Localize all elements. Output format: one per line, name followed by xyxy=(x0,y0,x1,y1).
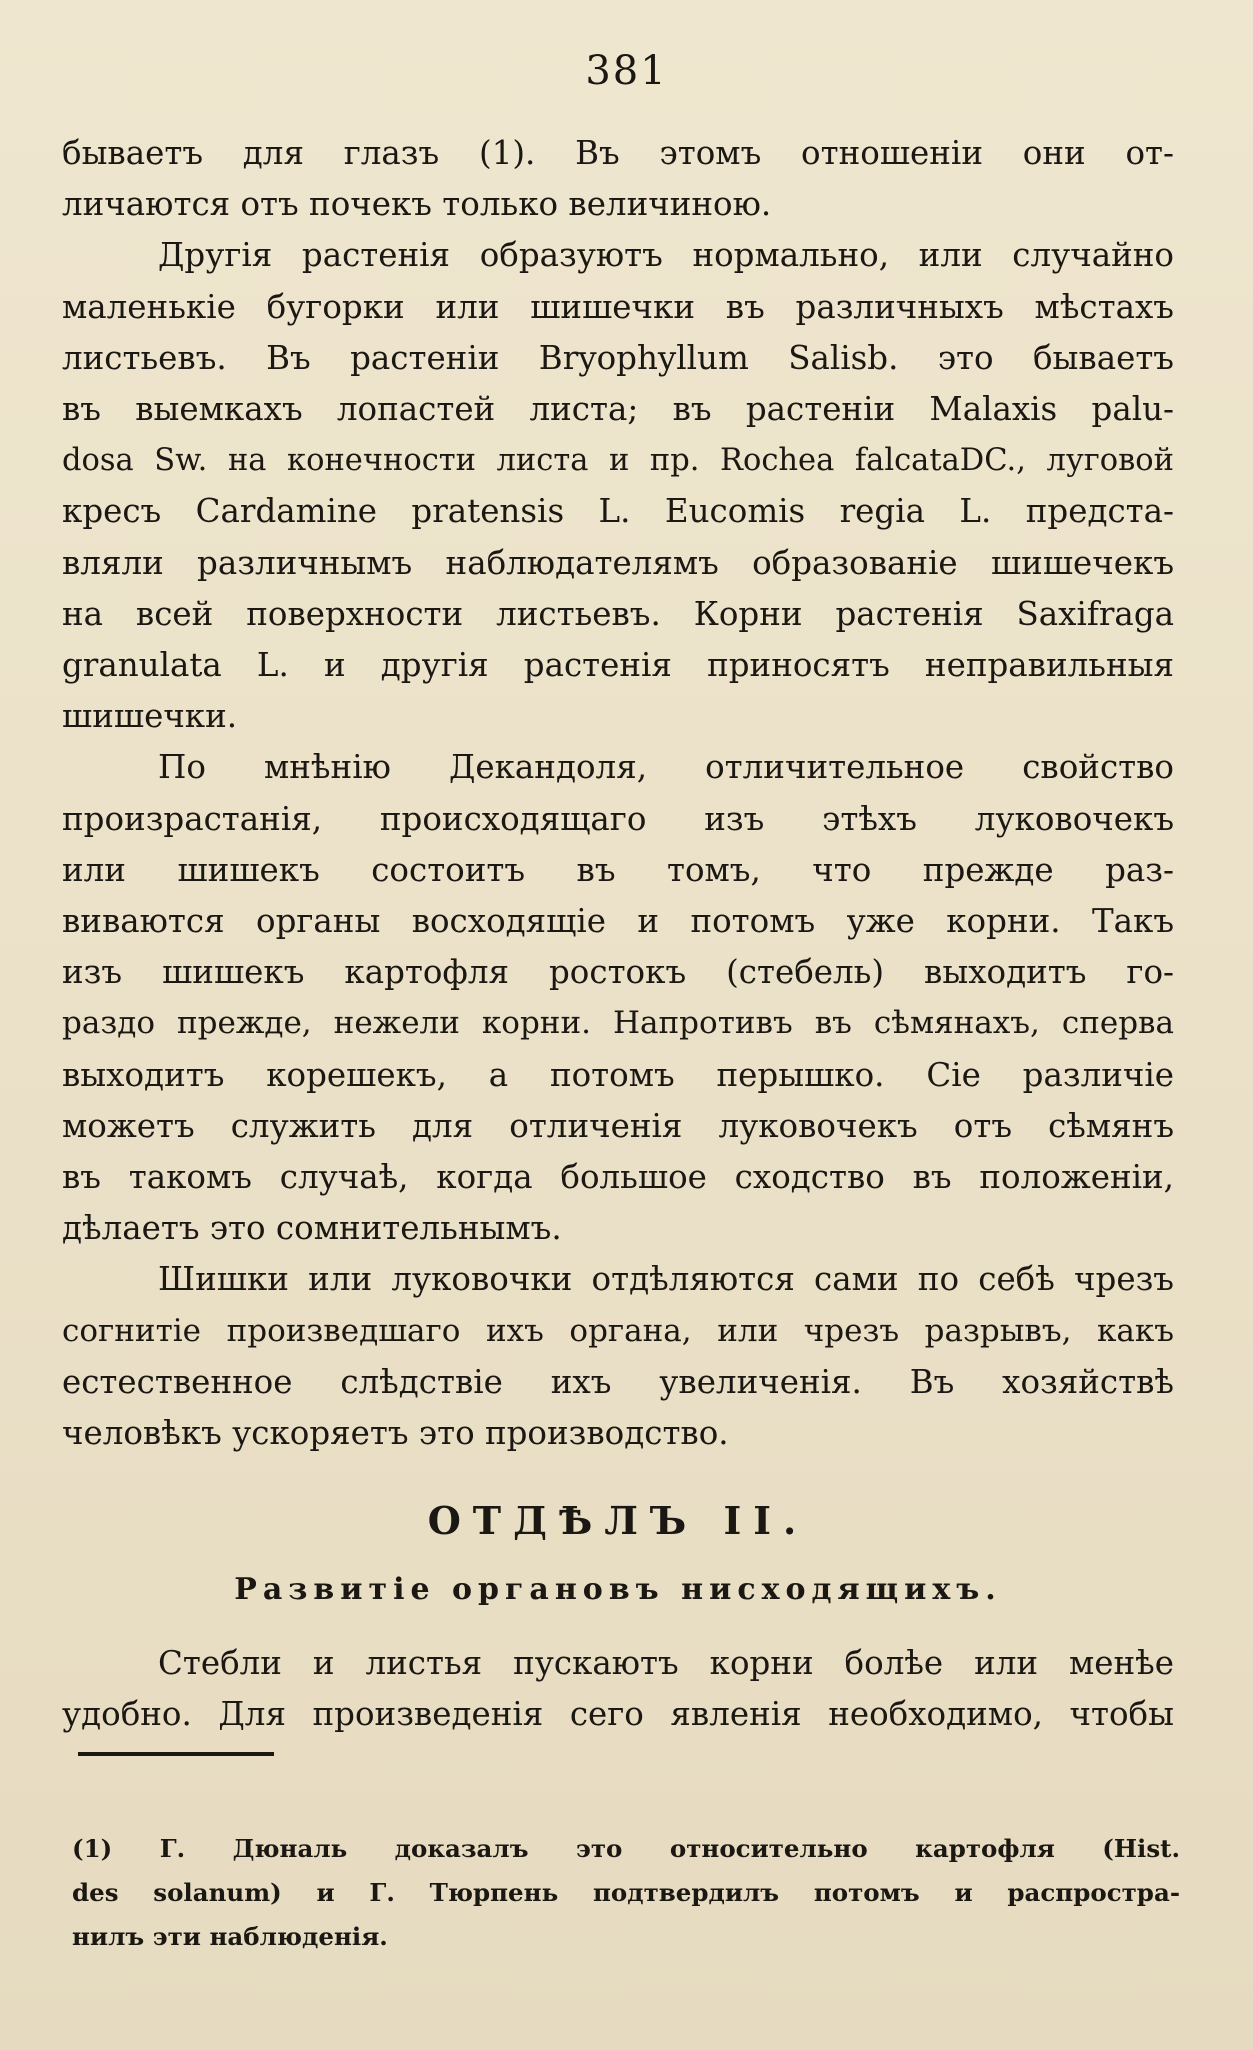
text-line: удобно. Для произведенія сего явленія необходимо, чтобы xyxy=(62,1694,1174,1733)
section-heading: ОТДѢЛЪ II. xyxy=(427,1498,809,1544)
text-line: По мнѣнію Декандоля, отличительное свойство xyxy=(158,748,1174,787)
paragraph-4 xyxy=(62,1254,1174,1459)
text-line: личаются отъ почекъ только величиною. xyxy=(62,185,772,224)
footnote-line: нилъ эти наблюденія. xyxy=(72,1922,388,1951)
text-line: вляли различнымъ наблюдателямъ образованіе шишечекъ xyxy=(62,543,1174,582)
text-line: виваются органы восходящіе и потомъ уже корни. Такъ xyxy=(62,902,1174,941)
paragraph-5 xyxy=(62,1638,1174,1740)
paragraph-1 xyxy=(62,128,1174,230)
text-line: или шишекъ состоитъ въ томъ, что прежде раз- xyxy=(62,850,1174,889)
footnote-line: des solanum) и Г. Тюрпень подтвердилъ потомъ и распростра- xyxy=(72,1878,1180,1907)
text-line: раздо прежде, нежели корни. Напротивъ въ сѣмянахъ, сперва xyxy=(62,1005,1174,1042)
page-number: 381 xyxy=(585,48,668,94)
text-line: произрастанія, происходящаго изъ этѣхъ луковочекъ xyxy=(62,799,1174,838)
text-line: человѣкъ ускоряетъ это производство. xyxy=(62,1414,729,1453)
text-line: кресъ Cardamine pratensis L. Eucomis regia L. предста- xyxy=(62,492,1174,531)
text-line: дѣлаетъ это сомнительнымъ. xyxy=(62,1209,562,1248)
text-line: Другія растенія образуютъ нормально, или случайно xyxy=(158,236,1174,275)
footnote-line: (1) Г. Дюналь доказалъ это относительно картофля (Hist. xyxy=(72,1834,1180,1863)
text-line: на всей поверхности листьевъ. Корни растенія Saxifraga xyxy=(62,594,1174,633)
text-line: Стебли и листья пускаютъ корни болѣе или менѣе xyxy=(158,1643,1174,1682)
body-text xyxy=(62,128,1174,1740)
text-line: маленькіе бугорки или шишечки въ различныхъ мѣстахъ xyxy=(62,287,1174,326)
text-line: granulata L. и другія растенія приносятъ неправильныя xyxy=(62,646,1174,685)
section-subheading: Развитіе органовъ нисходящихъ. xyxy=(234,1572,1002,1608)
text-line: шишечки. xyxy=(62,697,238,736)
text-line: изъ шишекъ картофля ростокъ (стебель) выходитъ го- xyxy=(62,953,1174,992)
text-line: согнитіе произведшаго ихъ органа, или чрезъ разрывъ, какъ xyxy=(62,1312,1174,1349)
text-line: естественное слѣдствіе ихъ увеличенія. Въ хозяйствѣ xyxy=(62,1362,1174,1401)
paragraph-3 xyxy=(62,742,1174,1254)
paragraph-2 xyxy=(62,230,1174,742)
text-line: можетъ служить для отличенія луковочекъ отъ сѣмянъ xyxy=(62,1106,1174,1145)
text-line: въ выемкахъ лопастей листа; въ растеніи Malaxis palu- xyxy=(62,390,1174,429)
text-line: листьевъ. Въ растеніи Bryophyllum Salisb. это бываетъ xyxy=(62,338,1174,377)
footnote xyxy=(72,1827,1180,1959)
footnote-divider xyxy=(78,1752,274,1756)
text-line: бываетъ для глазъ (1). Въ этомъ отношеніи они от- xyxy=(62,134,1174,172)
text-line: въ такомъ случаѣ, когда большое сходство въ положеніи, xyxy=(62,1158,1174,1197)
text-line: выходитъ корешекъ, а потомъ перышко. Сіе различіе xyxy=(62,1055,1174,1094)
text-line: dosa Sw. на конечности листа и пр. Rochea falcataDC., луговой xyxy=(62,443,1174,479)
text-line: Шишки или луковочки отдѣляются сами по себѣ чрезъ xyxy=(158,1260,1174,1299)
